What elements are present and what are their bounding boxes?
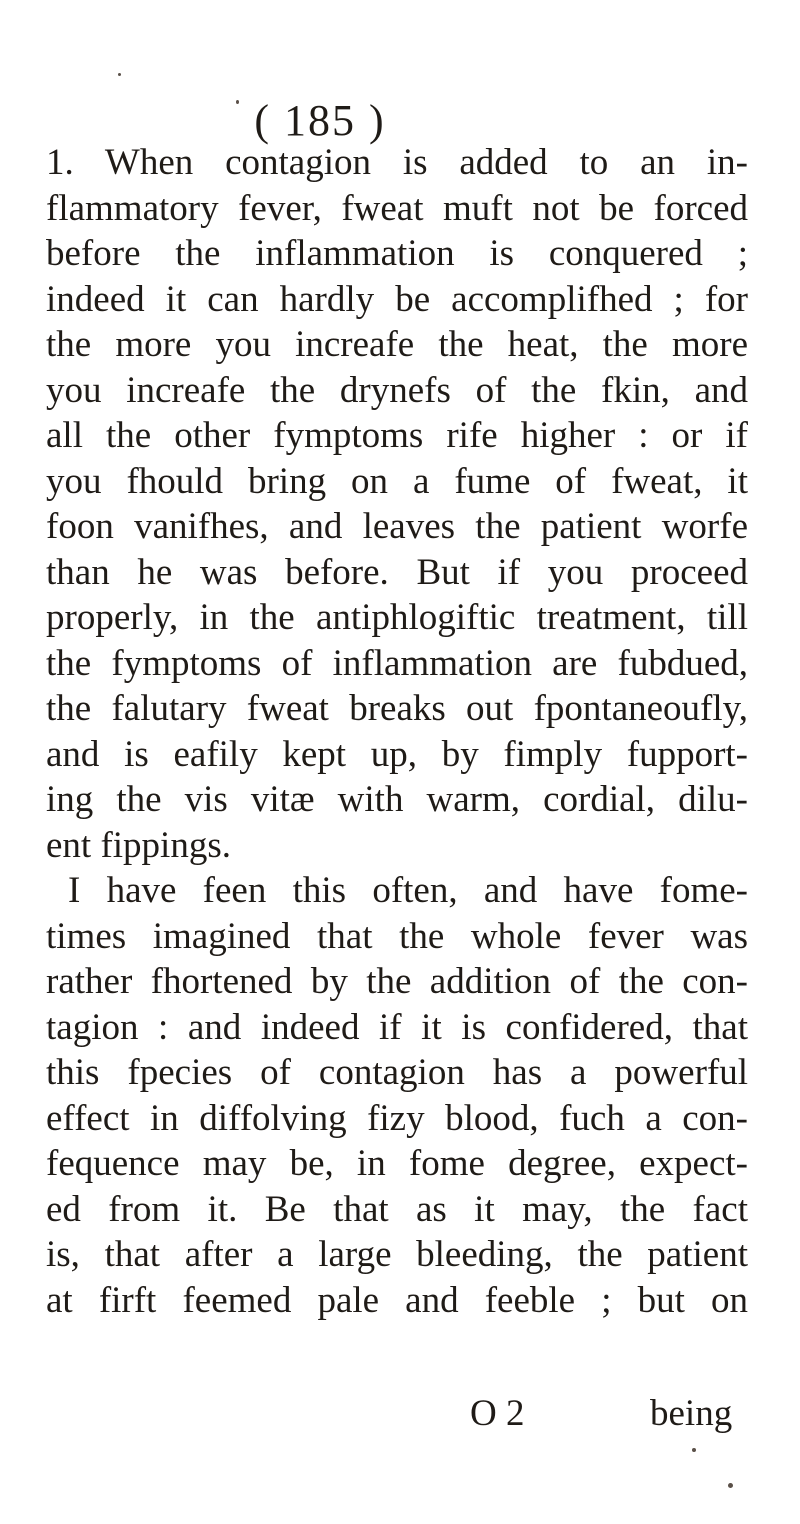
- text-line: the fymptoms of inflammation are fubdued,: [46, 642, 748, 684]
- text-line: foon vanifhes, and leaves the patient worfe: [46, 506, 748, 547]
- ink-speck: [118, 73, 121, 76]
- text-line: properly, in the antiphlogiftic treatment, till: [46, 597, 748, 638]
- text-line: 1. When contagion is added to an in-: [46, 142, 748, 183]
- text-line: all the other fymptoms rife higher : or if: [46, 415, 748, 456]
- signature-mark: O 2: [470, 1393, 525, 1434]
- text-line: the falutary fweat breaks out fpontaneoufly,: [46, 688, 748, 729]
- text-line: ed from it. Be that as it may, the fact: [46, 1188, 748, 1230]
- text-line: the more you increafe the heat, the more: [46, 324, 748, 365]
- text-line: rather fhortened by the addition of the con-: [46, 961, 748, 1002]
- page-footer: [0, 1392, 800, 1442]
- text-line: ent fippings.: [46, 824, 231, 866]
- ink-speck: [692, 1448, 696, 1452]
- body-text: [46, 140, 748, 1323]
- text-line: at firft feemed pale and feeble ; but on: [46, 1279, 748, 1321]
- text-line: you fhould bring on a fume of fweat, it: [46, 460, 748, 502]
- text-line: is, that after a large bleeding, the patient: [46, 1234, 748, 1275]
- text-line: and is eafily kept up, by fimply fupport-: [46, 733, 748, 775]
- text-line: you increafe the drynefs of the fkin, and: [46, 369, 748, 411]
- text-line: than he was before. But if you proceed: [46, 551, 748, 593]
- text-line: indeed it can hardly be accomplifhed ; for: [46, 278, 748, 320]
- text-line: fequence may be, in fome degree, expect-: [46, 1143, 748, 1184]
- text-line: effect in diffolving fizy blood, fuch a con-: [46, 1097, 748, 1139]
- text-line: I have feen this often, and have fome-: [68, 870, 748, 911]
- text-line: ing the vis vitæ with warm, cordial, dilu-: [46, 779, 748, 820]
- page-number: ( 185 ): [254, 96, 386, 145]
- text-line: flammatory fever, fweat muft not be forced: [46, 187, 748, 229]
- catchword: being: [650, 1393, 733, 1434]
- text-line: times imagined that the whole fever was: [46, 915, 748, 957]
- text-line: tagion : and indeed if it is confidered, that: [46, 1006, 748, 1048]
- ink-speck: [728, 1483, 733, 1488]
- text-line: before the inflammation is conquered ;: [46, 233, 748, 274]
- ink-speck: [236, 100, 239, 104]
- text-line: this fpecies of contagion has a powerful: [46, 1052, 748, 1093]
